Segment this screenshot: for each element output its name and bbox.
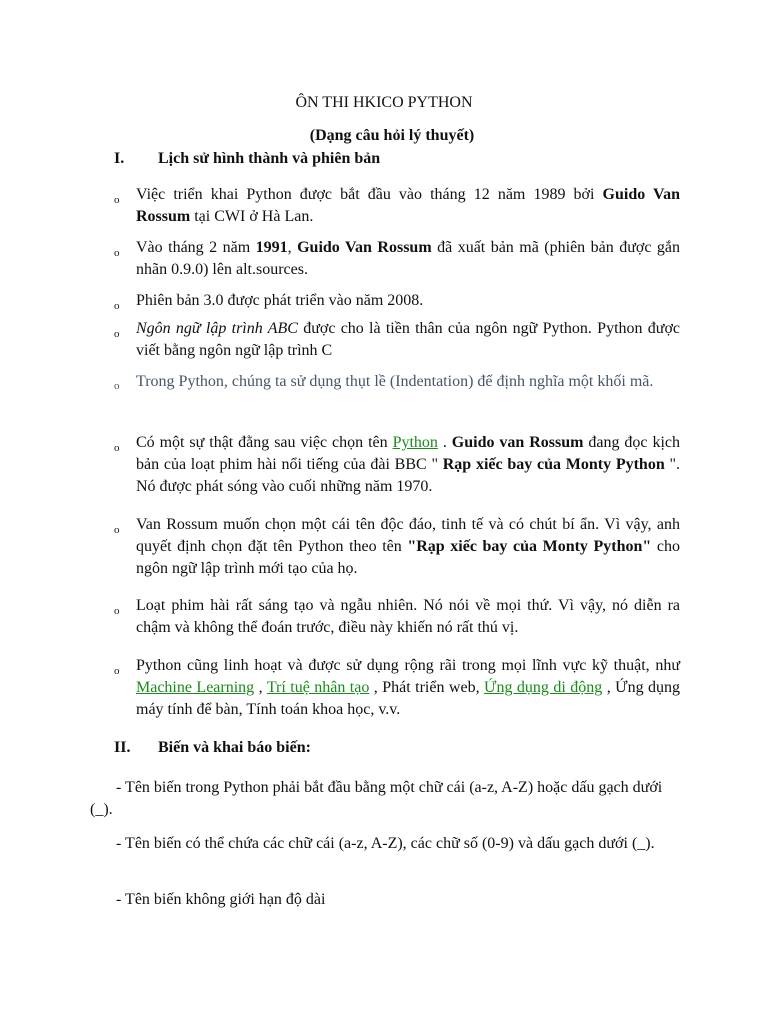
bullet-icon: o bbox=[114, 665, 120, 677]
list-item-text: Loạt phim hài rất sáng tạo và ngẫu nhiên. Nó nói về mọi thứ. Vì vậy, nó diễn ra chậm và không thể đoán trước, điều này khiến nó rất thú vị. bbox=[136, 597, 680, 636]
machine-learning-link[interactable]: Machine Learning bbox=[136, 679, 255, 696]
bullet-icon: o bbox=[114, 442, 120, 454]
doc-title: ÔN THI HKICO PYTHON bbox=[295, 94, 473, 111]
section-1-number: I. bbox=[114, 150, 125, 167]
paragraph: - Tên biến không giới hạn độ dài bbox=[116, 891, 326, 908]
paragraph: - Tên biến trong Python phải bắt đầu bằng một chữ cái (a-z, A-Z) hoặc dấu gạch dưới (_). bbox=[90, 779, 663, 818]
mobile-app-link[interactable]: Ứng dụng di động bbox=[484, 679, 603, 696]
section-2-heading bbox=[114, 739, 311, 757]
section-2-number: II. bbox=[114, 739, 131, 756]
bullet-icon: o bbox=[114, 247, 120, 259]
bullet-icon: o bbox=[114, 300, 120, 312]
bullet-icon: o bbox=[114, 328, 120, 340]
section-1-heading bbox=[114, 150, 380, 168]
list-item-text: Van Rossum muốn chọn một cái tên độc đáo, tinh tế và có chút bí ẩn. Vì vậy, anh quyết định chọn đặt tên Python theo tên "Rạp xiếc bay của Monty Python" cho ngôn ngữ lập trình mới tạo của họ. bbox=[136, 516, 681, 577]
list-item-text: Trong Python, chúng ta sử dụng thụt lề (Indentation) để định nghĩa một khối mã. bbox=[136, 373, 654, 390]
bullet-icon: o bbox=[114, 194, 120, 206]
paragraph: - Tên biến có thể chứa các chữ cái (a-z, A-Z), các chữ số (0-9) và dấu gạch dưới (_). bbox=[116, 835, 655, 852]
bullet-icon: o bbox=[114, 380, 120, 392]
section-2-title: Biến và khai báo biến: bbox=[158, 739, 311, 756]
list-item-text: Vào tháng 2 năm 1991, Guido Van Rossum đã xuất bản mã (phiên bản được gắn nhãn 0.9.0) lên alt.sources. bbox=[136, 239, 681, 278]
list-item-text: Ngôn ngữ lập trình ABC được cho là tiền thân của ngôn ngữ Python. Python được viết bằng ngôn ngữ lập trình C bbox=[136, 320, 681, 359]
python-link[interactable]: Python bbox=[392, 434, 438, 451]
list-item-text: Có một sự thật đằng sau việc chọn tên Python . Guido van Rossum đang đọc kịch bản của loạt phim hài nổi tiếng của đài BBC " Rạp xiếc bay của Monty Python ". Nó được phát sóng vào cuối những năm 1970. bbox=[136, 434, 681, 495]
section-1-title: Lịch sử hình thành và phiên bản bbox=[158, 150, 381, 167]
list-item-text: Việc triển khai Python được bắt đầu vào tháng 12 năm 1989 bởi Guido Van Rossum tại CWI ở Hà Lan. bbox=[136, 186, 680, 225]
bullet-icon: o bbox=[114, 605, 120, 617]
bullet-icon: o bbox=[114, 524, 120, 536]
ai-link[interactable]: Trí tuệ nhân tạo bbox=[266, 679, 370, 696]
list-item-text: Python cũng linh hoạt và được sử dụng rộng rãi trong mọi lĩnh vực kỹ thuật, như Machine Learning , Trí tuệ nhân tạo , Phát triển web, Ứng dụng di động , Ứng dụng máy tính để bàn, Tính toán khoa học, v.v. bbox=[136, 657, 681, 718]
list-item-text: Phiên bản 3.0 được phát triển vào năm 2008. bbox=[136, 292, 424, 309]
doc-subtitle: (Dạng câu hỏi lý thuyết) bbox=[309, 127, 475, 144]
